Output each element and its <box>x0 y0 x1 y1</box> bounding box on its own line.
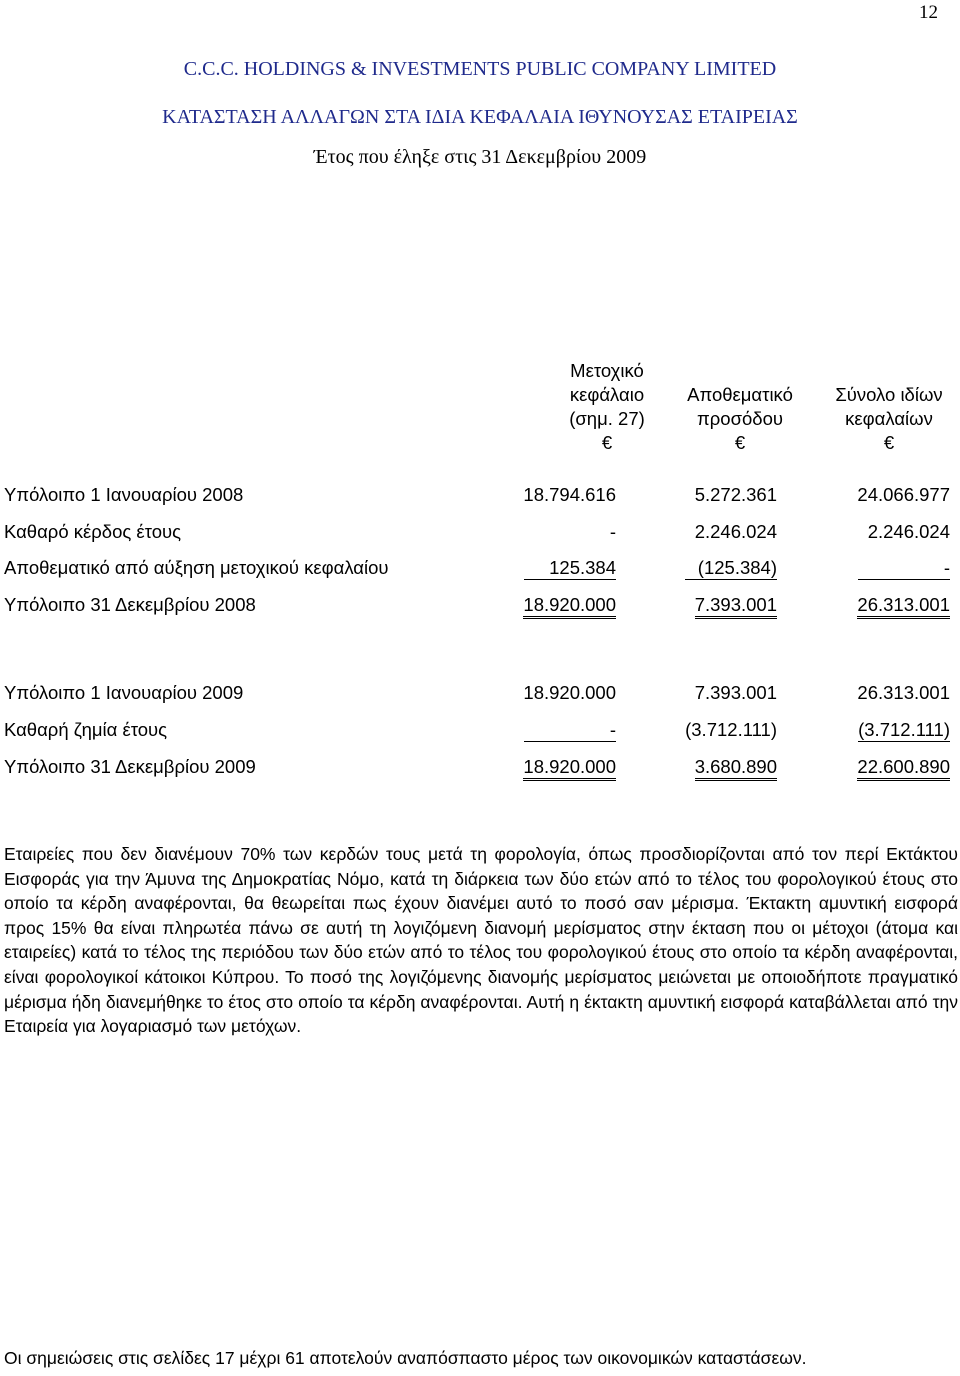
column-header-share-capital <box>532 359 682 455</box>
currency-symbol: € <box>734 432 746 453</box>
cell-total: 22.600.890 <box>857 756 950 781</box>
company-name: C.C.C. HOLDINGS & INVESTMENTS PUBLIC COMPANY LIMITED <box>183 58 777 80</box>
cell-share-capital: 18.920.000 <box>523 682 616 703</box>
currency-symbol: € <box>601 432 613 453</box>
column-header-line: (σημ. 27) <box>569 408 645 429</box>
cell-revenue-reserve: 7.393.001 <box>694 682 777 703</box>
cell-total: 26.313.001 <box>857 594 950 619</box>
column-header-total-equity <box>814 383 960 455</box>
table-row <box>0 484 960 510</box>
table-row <box>0 521 960 547</box>
cell-share-capital: 18.920.000 <box>523 756 616 781</box>
row-label: Υπόλοιπο 31 Δεκεμβρίου 2008 <box>4 594 256 615</box>
table-row <box>0 557 960 583</box>
column-header-line: κεφαλαίων <box>845 408 933 429</box>
cell-revenue-reserve: 5.272.361 <box>694 484 777 505</box>
column-header-line: Μετοχικό <box>570 360 644 381</box>
cell-total: 24.066.977 <box>857 484 950 505</box>
statement-title: ΚΑΤΑΣΤΑΣΗ ΑΛΛΑΓΩΝ ΣΤΑ ΙΔΙΑ ΚΕΦΑΛΑΙΑ ΙΘΥΝΟΥΣΑΣ ΕΤΑΙΡΕΙΑΣ <box>162 106 798 128</box>
cell-revenue-reserve: (125.384) <box>685 557 777 580</box>
column-header-line: Σύνολο ιδίων <box>835 384 943 405</box>
page-number: 12 <box>919 2 938 23</box>
column-header-line: κεφάλαιο <box>569 384 645 405</box>
row-label: Υπόλοιπο 1 Ιανουαρίου 2009 <box>4 682 244 703</box>
cell-total: 26.313.001 <box>857 682 950 703</box>
row-label: Καθαρό κέρδος έτους <box>4 521 182 542</box>
cell-total: - <box>858 557 950 580</box>
cell-revenue-reserve: (3.712.111) <box>685 719 777 740</box>
row-label: Αποθεματικό από αύξηση μετοχικού κεφαλαίου <box>4 557 389 578</box>
table-row <box>0 719 960 745</box>
cell-share-capital: 125.384 <box>524 557 616 580</box>
row-label: Καθαρή ζημία έτους <box>4 719 168 740</box>
cell-share-capital: - <box>609 521 616 542</box>
table-row <box>0 682 960 708</box>
column-header-line: Αποθεματικό <box>687 384 793 405</box>
statement-period: Έτος που έληξε στις 31 Δεκεμβρίου 2009 <box>313 146 647 168</box>
cell-revenue-reserve: 2.246.024 <box>694 521 777 542</box>
row-label: Υπόλοιπο 1 Ιανουαρίου 2008 <box>4 484 244 505</box>
column-header-revenue-reserve <box>665 383 815 455</box>
cell-revenue-reserve: 3.680.890 <box>695 756 777 781</box>
cell-share-capital: - <box>524 719 616 742</box>
table-row <box>0 594 960 620</box>
cell-total: 2.246.024 <box>867 521 950 542</box>
footer-note: Οι σημειώσεις στις σελίδες 17 μέχρι 61 αποτελούν αναπόσπαστο μέρος των οικονομικών καταστάσεων. <box>4 1348 807 1368</box>
cell-share-capital: 18.920.000 <box>523 594 616 619</box>
column-header-line: προσόδου <box>697 408 783 429</box>
table-row <box>0 756 960 782</box>
note-paragraph: Εταιρείες που δεν διανέμουν 70% των κερδών τους μετά τη φορολογία, όπως προσδιορίζονται από τον περί Εκτάκτου Εισφοράς για την Άμυνα της Δημοκρατίας Νόμο, κατά τη διάρκεια των δύο ετών από το τέλος του φορολογικού έτους στο οποίο τα κέρδη αναφέρονται, θα θεωρείται πως έχουν διανέμει αυτό το ποσό σαν μέρισμα. Έκτακτη αμυντική εισφορά προς 15% θα είναι πληρωτέα πάνω σε αυτή τη λογιζόμενη διανομή μερίσματος στην έκταση που οι μέτοχοι (άτομα και εταιρείες) κατά το τέλος της περιόδου των δύο ετών από το τέλος του φορολογικού έτους στο οποίο τα κέρδη αναφέρονται, είναι φορολογικοί κάτοικοι Κύπρου. Το ποσό της λογιζόμενης διανομής μερίσματος μειώνεται με οποιοδήποτε πραγματικό μέρισμα ήδη διανεμήθηκε το έτος στο οποίο τα κέρδη αναφέρονται. Αυτή η έκτακτη αμυντική εισφορά καταβάλλεται από την Εταιρεία για λογαριασμό των μετόχων. <box>4 844 958 1037</box>
cell-total: (3.712.111) <box>858 719 950 740</box>
cell-share-capital: 18.794.616 <box>523 484 616 505</box>
cell-revenue-reserve: 7.393.001 <box>695 594 777 619</box>
row-label: Υπόλοιπο 31 Δεκεμβρίου 2009 <box>4 756 256 777</box>
currency-symbol: € <box>883 432 895 453</box>
